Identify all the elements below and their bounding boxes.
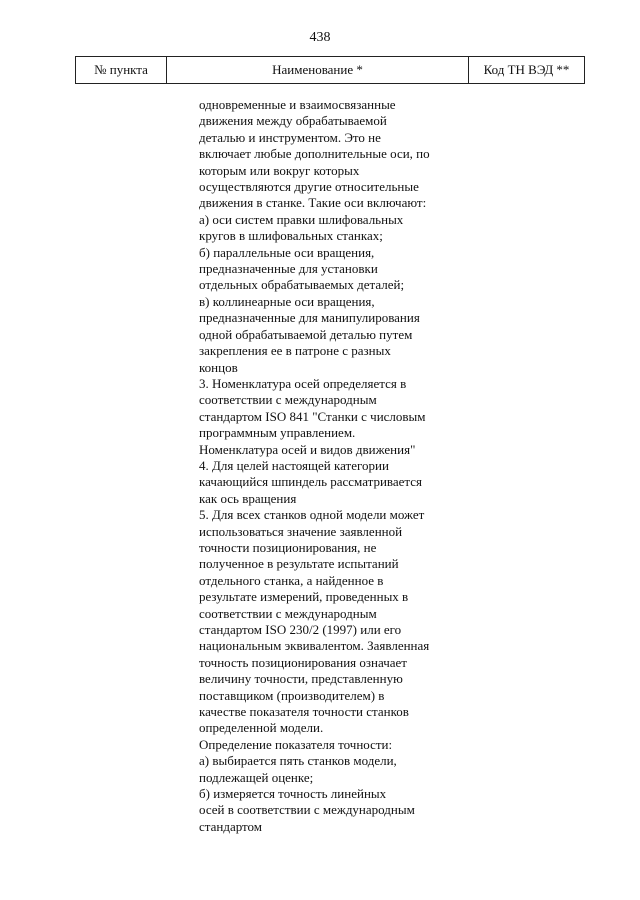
text-line: одной обрабатываемой деталью путем bbox=[199, 326, 413, 342]
page-number: 438 bbox=[309, 30, 331, 45]
text-line: 4. Для целей настоящей категории bbox=[199, 457, 389, 473]
text-line: стандартом ISO 841 "Станки с числовым bbox=[199, 408, 426, 424]
text-line: б) параллельные оси вращения, bbox=[199, 244, 375, 260]
text-line: а) выбирается пять станков модели, bbox=[199, 753, 397, 769]
table-header bbox=[75, 56, 585, 84]
text-line: использоваться значение заявленной bbox=[199, 523, 403, 539]
text-line: определенной модели. bbox=[199, 720, 324, 736]
text-line: движения в станке. Такие оси включают: bbox=[199, 195, 427, 211]
text-line: кругов в шлифовальных станках; bbox=[199, 228, 383, 244]
text-line: Номенклатура осей и видов движения" bbox=[199, 441, 416, 457]
text-line: в) коллинеарные оси вращения, bbox=[199, 293, 375, 309]
text-line: осей в соответствии с международным bbox=[199, 802, 415, 818]
text-line: величину точности, представленную bbox=[199, 671, 403, 687]
text-line: программным управлением. bbox=[199, 425, 356, 441]
text-line: закрепления ее в патроне с разных bbox=[199, 343, 391, 359]
column-header-code: Код ТН ВЭД ** bbox=[483, 62, 570, 77]
text-line: соответствии с международным bbox=[199, 605, 377, 621]
text-line: отдельных обрабатываемых деталей; bbox=[199, 277, 405, 293]
text-line: подлежащей оценке; bbox=[199, 769, 314, 785]
text-line: Определение показателя точности: bbox=[199, 736, 393, 752]
text-line: а) оси систем правки шлифовальных bbox=[199, 211, 404, 227]
text-line: результате измерений, проведенных в bbox=[199, 589, 409, 605]
column-header-number: № пункта bbox=[76, 57, 167, 83]
text-line: движения между обрабатываемой bbox=[199, 113, 387, 129]
body-text bbox=[199, 97, 499, 835]
text-line: точности позиционирования, не bbox=[199, 539, 377, 555]
text-line: 5. Для всех станков одной модели может bbox=[199, 507, 425, 523]
text-line: 3. Номенклатура осей определяется в bbox=[199, 375, 407, 391]
text-line: предназначенные для манипулирования bbox=[199, 310, 420, 326]
text-line: включает любые дополнительные оси, по bbox=[199, 146, 430, 162]
text-line: соответствии с международным bbox=[199, 392, 377, 408]
text-line: поставщиком (производителем) в bbox=[199, 687, 385, 703]
text-line: качающийся шпиндель рассматривается bbox=[199, 474, 423, 490]
text-line: деталью и инструментом. Это не bbox=[199, 129, 381, 145]
text-line: одновременные и взаимосвязанные bbox=[199, 97, 396, 112]
text-line: национальным эквивалентом. Заявленная bbox=[199, 638, 430, 654]
text-line: б) измеряется точность линейных bbox=[199, 786, 387, 802]
text-line: концов bbox=[199, 359, 238, 375]
text-line: как ось вращения bbox=[199, 490, 297, 506]
text-line: предназначенные для установки bbox=[199, 261, 378, 277]
text-line: отдельного станка, а найденное в bbox=[199, 572, 384, 588]
text-line: стандартом bbox=[199, 818, 263, 834]
text-line: качестве показателя точности станков bbox=[199, 704, 409, 720]
text-line: осуществляются другие относительные bbox=[199, 179, 419, 195]
column-header-name: Наименование * bbox=[167, 57, 469, 83]
text-line: точность позиционирования означает bbox=[199, 654, 407, 670]
text-line: которым или вокруг которых bbox=[199, 162, 360, 178]
text-line: полученное в результате испытаний bbox=[199, 556, 399, 572]
text-line: стандартом ISO 230/2 (1997) или его bbox=[199, 622, 402, 637]
